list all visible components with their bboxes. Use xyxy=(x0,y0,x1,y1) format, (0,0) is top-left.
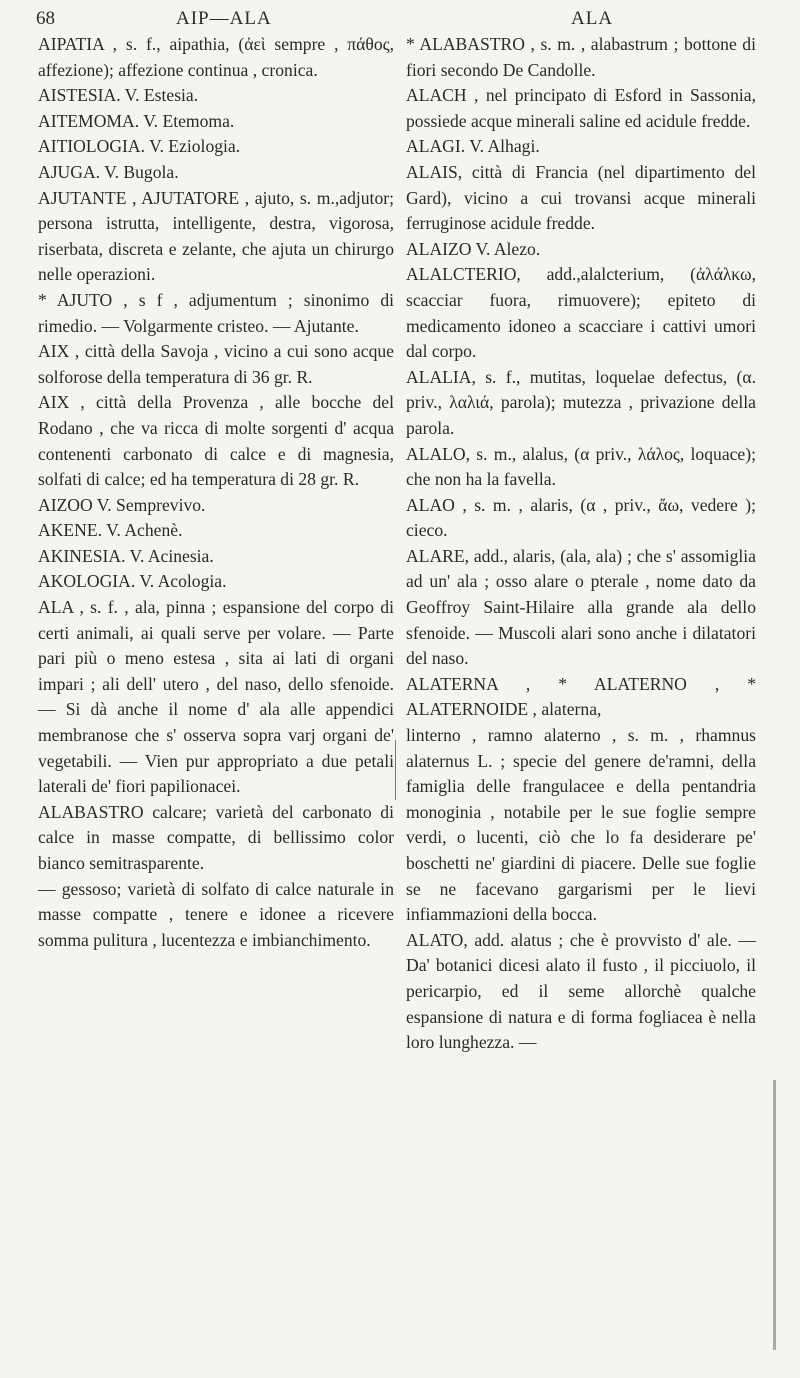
page-number: 68 xyxy=(36,8,55,29)
entry: AIPATIA , s. f., aipathia, (ἀεὶ sempre , πάθος, affezione); affezione continua , cronica. xyxy=(38,34,394,80)
entry: ALABASTRO calcare; varietà del carbonato di calce in masse compatte, di bellissimo color bianco semitrasparente. xyxy=(38,801,394,873)
entry: ALALIA, s. f., mutitas, loquelae defectus, (α. priv., λαλιά, parola); mutezza , privazione della parola. xyxy=(406,366,756,438)
entry: ALALCTERIO, add.,alalcterium, (ἀλάλκω, scacciar fuora, rimuovere); epiteto di medicamento idoneo a scacciare i cattivi umori dal corpo. xyxy=(406,264,756,362)
entry: * ALABASTRO , s. m. , alabastrum ; bottone di fiori secondo De Candolle. xyxy=(406,34,756,80)
entry: ALA , s. f. , ala, pinna ; espansione del corpo di certi animali, ai quali serve per volare. — Parte pari più o meno estesa , sita ai lati di organi impari ; ali dell' utero , del naso, dello sfenoide. — Si dà anche il nome d' ala alle appendici membranose che s' osserva sopra varj organi de' vegetabili. — Vien pur appropriato a due petali laterali de' fiori papilionacei. xyxy=(38,597,394,797)
entry: ALALO, s. m., alalus, (α priv., λάλος, loquace); che non ha la favella. xyxy=(406,443,756,490)
entry: ALATERNA , * ALATERNO , * ALATERNOIDE , alaterna, xyxy=(406,673,756,720)
entry: — gessoso; varietà di solfato di calce naturale in masse compatte , tenere e idonee a ricevere somma pulitura , lucentezza e imbianchimento. xyxy=(38,878,394,950)
left-guide-word: AIP—ALA xyxy=(176,8,272,29)
column-divider xyxy=(395,740,396,800)
entry: ALAIZO V. Alezo. xyxy=(406,238,541,259)
entry: AKINESIA. V. Acinesia. xyxy=(38,545,214,566)
running-header xyxy=(36,8,760,34)
entry: AIX , città della Provenza , alle bocche del Rodano , che va ricca di molte sorgenti d' acqua contenenti carbonato di calce e di magnesia, solfati di calce; ed ha temperatura di 28 gr. R. xyxy=(38,392,394,490)
entry: AITEMOMA. V. Etemoma. xyxy=(38,110,235,131)
right-guide-word: ALA xyxy=(571,8,614,29)
entry: ALATO, add. alatus ; che è provvisto d' ale. — Da' botanici dicesi alato il fusto , il picciuolo, il pericarpio, ed il seme allorchè qualche espansione di natura e di forma fogliacea è nella loro lunghezza. — xyxy=(406,929,756,1053)
entry: AKENE. V. Achenè. xyxy=(38,520,183,541)
entry: AITIOLOGIA. V. Eziologia. xyxy=(38,136,241,157)
entry: linterno , ramno alaterno , s. m. , rhamnus alaternus L. ; specie del genere de'ramni, della famiglia delle frangulacee e della pentandria monoginia , notabile per le sue foglie sempre verdi, o lucenti, ciò che lo fa desiderare pe' boschetti ne' giardini di piacere. Delle sue foglie se ne facevano gargarismi per le lievi infiammazioni della bocca. xyxy=(406,725,756,925)
page-edge-shadow xyxy=(773,1080,776,1350)
entry: AJUTANTE , AJUTATORE , ajuto, s. m.,adjutor; persona istrutta, intelligente, destra, vigorosa, riserbata, discreta e zelante, che ajuta un chirurgo nelle operazioni. xyxy=(38,187,394,285)
entry: AJUGA. V. Bugola. xyxy=(38,161,179,182)
left-column xyxy=(38,32,394,953)
entry: AKOLOGIA. V. Acologia. xyxy=(38,571,227,592)
entry: ALARE, add., alaris, (ala, ala) ; che s' assomiglia ad un' ala ; osso alare o pterale , nome dato da Geoffroy Saint-Hilaire alla grande ala dello sfenoide. — Muscoli alari sono anche i dilatatori del naso. xyxy=(406,545,756,669)
entry: ALACH , nel principato di Esford in Sassonia, possiede acque minerali saline ed acidule fredde. xyxy=(406,85,756,131)
entry: ALAIS, città di Francia (nel dipartimento del Gard), vicino a cui trovansi acque minerali ferruginose acidule fredde. xyxy=(406,161,756,234)
right-column xyxy=(406,32,756,1056)
entry: AIZOO V. Semprevivo. xyxy=(38,494,206,515)
entry: * AJUTO , s f , adjumentum ; sinonimo di rimedio. — Volgarmente cristeo. — Ajutante. xyxy=(38,289,394,336)
entry: AISTESIA. V. Estesia. xyxy=(38,85,199,106)
entry: ALAGI. V. Alhagi. xyxy=(406,136,540,157)
entry: AIX , città della Savoja , vicino a cui sono acque solforose della temperatura di 36 gr. R. xyxy=(38,341,394,387)
entry: ALAO , s. m. , alaris, (α , priv., ἄω, vedere ); cieco. xyxy=(406,494,756,541)
